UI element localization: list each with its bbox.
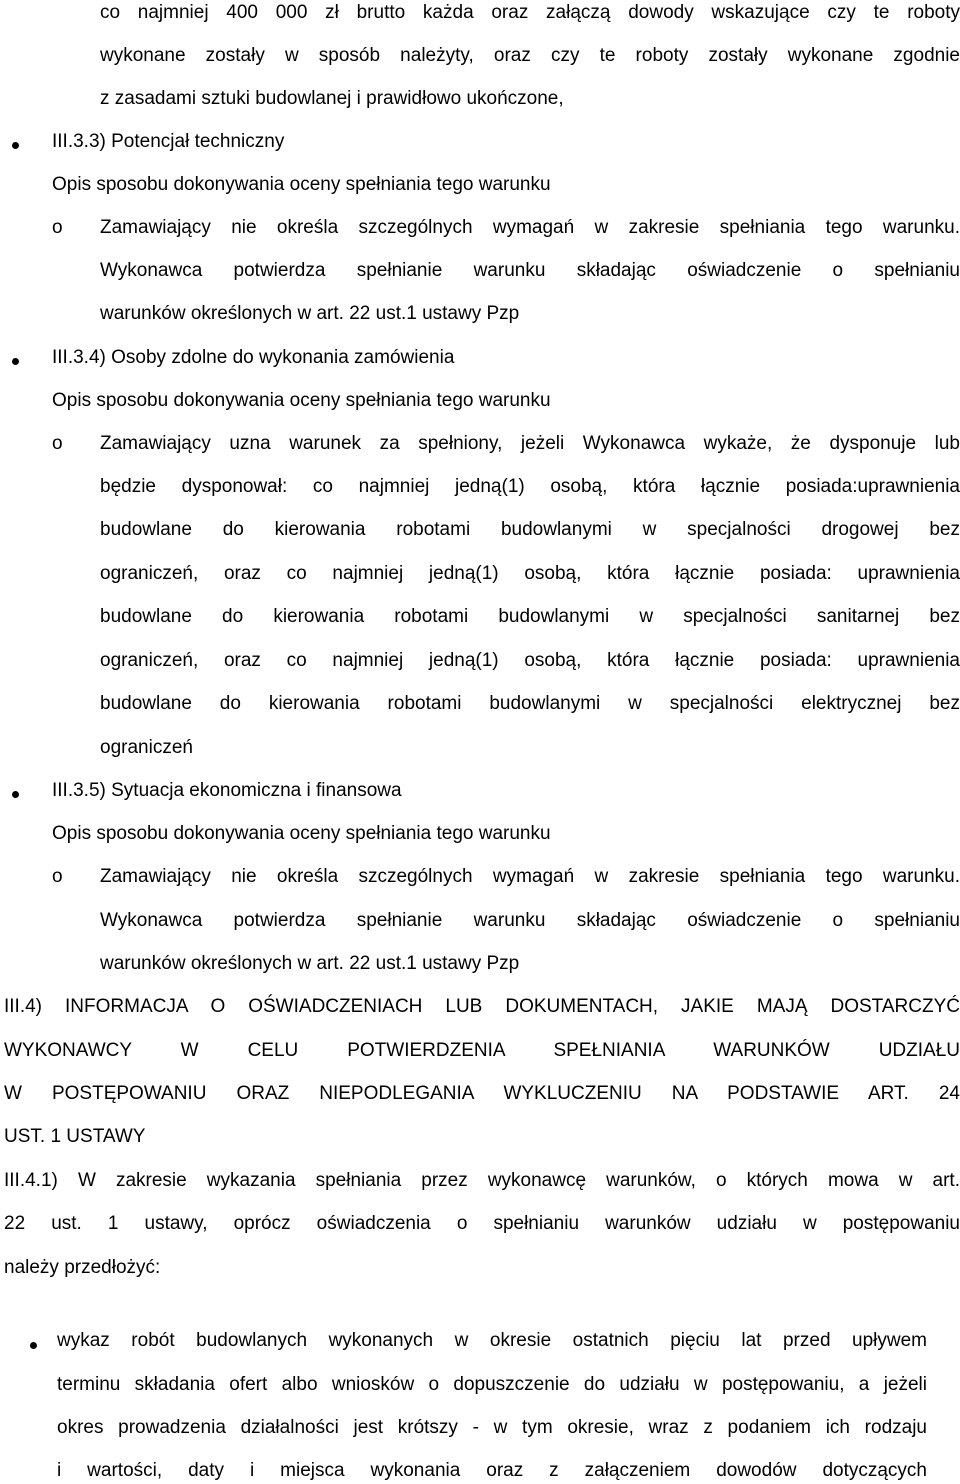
requirement-line: będzie dysponował: co najmniej jedną(1) osobą, która łącznie posiada:uprawnienia (100, 476, 960, 497)
list-item-line: okres prowadzenia działalności jest krótszy - w tym okresie, wraz z podaniem ich rodzaju (57, 1417, 927, 1438)
requirement-line: Zamawiający nie określa szczególnych wymagań w zakresie spełniania tego warunku. (100, 217, 960, 238)
requirement-line: Zamawiający nie określa szczególnych wymagań w zakresie spełniania tego warunku. (100, 866, 960, 887)
section-heading: III.4) INFORMACJA O OŚWIADCZENIACH LUB DOKUMENTACH, JAKIE MAJĄ DOSTARCZYĆ (4, 996, 960, 1017)
bullet-icon (12, 142, 19, 149)
list-item-line: terminu składania ofert albo wniosków o dopuszczenie do udziału w postępowaniu, a jeżeli (57, 1374, 927, 1395)
circle-bullet-icon: o (52, 217, 63, 238)
requirement-line: ograniczeń, oraz co najmniej jedną(1) osobą, która łącznie posiada: uprawnienia (100, 650, 960, 671)
assessment-label: Opis sposobu dokonywania oceny spełniania tego warunku (52, 823, 551, 844)
paragraph-line: wykonane zostały w sposób należyty, oraz czy te roboty zostały wykonane zgodnie (100, 45, 960, 66)
requirement-line: ograniczeń, oraz co najmniej jedną(1) osobą, która łącznie posiada: uprawnienia (100, 563, 960, 584)
bullet-icon (12, 791, 19, 798)
circle-bullet-icon: o (52, 433, 63, 454)
subsection-heading: III.4.1) W zakresie wykazania spełniania przez wykonawcę warunków, o których mowa w art. (4, 1170, 960, 1191)
requirement-line: ograniczeń (100, 737, 193, 758)
assessment-label: Opis sposobu dokonywania oceny spełniania tego warunku (52, 390, 551, 411)
paragraph-line: co najmniej 400 000 zł brutto każda oraz załączą dowody wskazujące czy te roboty (100, 2, 960, 23)
section-heading: III.3.4) Osoby zdolne do wykonania zamówienia (52, 347, 455, 368)
section-heading: III.3.3) Potencjał techniczny (52, 131, 285, 152)
section-heading: WYKONAWCY W CELU POTWIERDZENIA SPEŁNIANIA WARUNKÓW UDZIAŁU (4, 1040, 960, 1061)
bullet-icon (12, 358, 19, 365)
list-item-line: i wartości, daty i miejsca wykonania oraz z załączeniem dowodów dotyczących (57, 1460, 927, 1481)
requirement-line: budowlane do kierowania robotami budowlanymi w specjalności drogowej bez (100, 519, 960, 540)
requirement-line: warunków określonych w art. 22 ust.1 ustawy Pzp (100, 953, 520, 974)
requirement-line: Wykonawca potwierdza spełnianie warunku składając oświadczenie o spełnianiu (100, 260, 960, 281)
subsection-heading: 22 ust. 1 ustawy, oprócz oświadczenia o spełnianiu warunków udziału w postępowaniu (4, 1213, 960, 1234)
bullet-icon (30, 1342, 37, 1349)
paragraph-line: z zasadami sztuki budowlanej i prawidłowo ukończone, (100, 88, 564, 109)
assessment-label: Opis sposobu dokonywania oceny spełniania tego warunku (52, 174, 551, 195)
requirement-line: budowlane do kierowania robotami budowlanymi w specjalności elektrycznej bez (100, 693, 960, 714)
requirement-line: budowlane do kierowania robotami budowlanymi w specjalności sanitarnej bez (100, 606, 960, 627)
list-item-line: wykaz robót budowlanych wykonanych w okresie ostatnich pięciu lat przed upływem (57, 1330, 927, 1351)
circle-bullet-icon: o (52, 866, 63, 887)
requirement-line: Wykonawca potwierdza spełnianie warunku składając oświadczenie o spełnianiu (100, 910, 960, 931)
subsection-heading: należy przedłożyć: (4, 1257, 161, 1278)
requirement-line: warunków określonych w art. 22 ust.1 ustawy Pzp (100, 303, 520, 324)
requirement-line: Zamawiający uzna warunek za spełniony, jeżeli Wykonawca wykaże, że dysponuje lub (100, 433, 960, 454)
section-heading: W POSTĘPOWANIU ORAZ NIEPODLEGANIA WYKLUCZENIU NA PODSTAWIE ART. 24 (4, 1083, 960, 1104)
section-heading: UST. 1 USTAWY (4, 1126, 146, 1147)
section-heading: III.3.5) Sytuacja ekonomiczna i finansowa (52, 780, 402, 801)
